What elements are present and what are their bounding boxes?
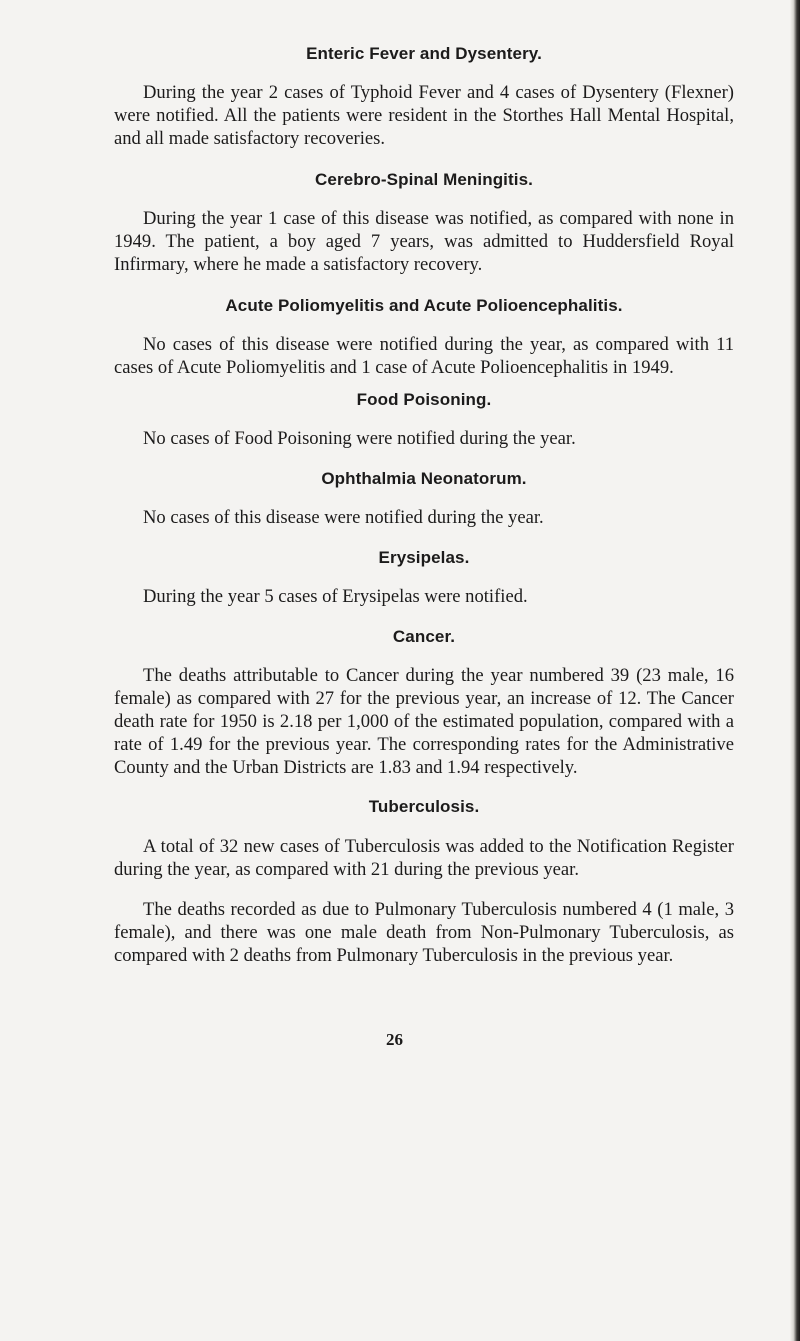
section-heading-ophthalmia: Ophthalmia Neonatorum. (321, 469, 527, 488)
paragraph-erysipelas: During the year 5 cases of Erysipelas were notified. (143, 586, 528, 607)
document-body (114, 44, 734, 967)
page-edge-shadow (790, 0, 800, 1341)
section-heading-meningitis: Cerebro-Spinal Meningitis. (315, 170, 533, 189)
section-heading-erysipelas: Erysipelas. (378, 548, 470, 567)
section-heading-cancer: Cancer. (392, 627, 456, 646)
paragraph-food-poisoning: No cases of Food Poisoning were notified during the year. (143, 428, 576, 449)
section-heading-tuberculosis: Tuberculosis. (368, 797, 480, 816)
section-heading-food-poisoning: Food Poisoning. (356, 390, 492, 409)
paragraph-tuberculosis-cases: A total of 32 new cases of Tuberculosis was added to the Notification Register during the year, as compared with 21 during the previous year. (114, 836, 734, 880)
paragraph-enteric-fever: During the year 2 cases of Typhoid Fever and 4 cases of Dysentery (Flexner) were notified. All the patients were resident in the Storthes Hall Mental Hospital, and all made satisfactory recoveries. (114, 82, 734, 149)
paragraph-tuberculosis-deaths: The deaths recorded as due to Pulmonary Tuberculosis numbered 4 (1 male, 3 female), and there was one male death from Non-Pulmonary Tuberculosis, as compared with 2 deaths from Pulmonary Tuberculosis in the previous year. (114, 899, 734, 966)
paragraph-ophthalmia: No cases of this disease were notified during the year. (143, 507, 544, 528)
paragraph-meningitis: During the year 1 case of this disease was notified, as compared with none in 1949. The patient, a boy aged 7 years, was admitted to Huddersfield Royal Infirmary, where he made a satisfactory recovery. (114, 208, 734, 275)
paragraph-cancer: The deaths attributable to Cancer during the year numbered 39 (23 male, 16 female) as compared with 27 for the previous year, an increase of 12. The Cancer death rate for 1950 is 2.18 per 1,000 of the estimated population, compared with a rate of 1.49 for the previous year. The corresponding rates for the Administrative County and the Urban Districts are 1.83 and 1.94 respectively. (114, 665, 734, 778)
section-heading-enteric-fever: Enteric Fever and Dysentery. (306, 44, 542, 63)
section-heading-poliomyelitis: Acute Poliomyelitis and Acute Polioencephalitis. (225, 296, 623, 315)
page-number: 26 (386, 1030, 403, 1049)
paragraph-poliomyelitis: No cases of this disease were notified during the year, as compared with 11 cases of Acute Poliomyelitis and 1 case of Acute Polioencephalitis in 1949. (114, 334, 734, 378)
